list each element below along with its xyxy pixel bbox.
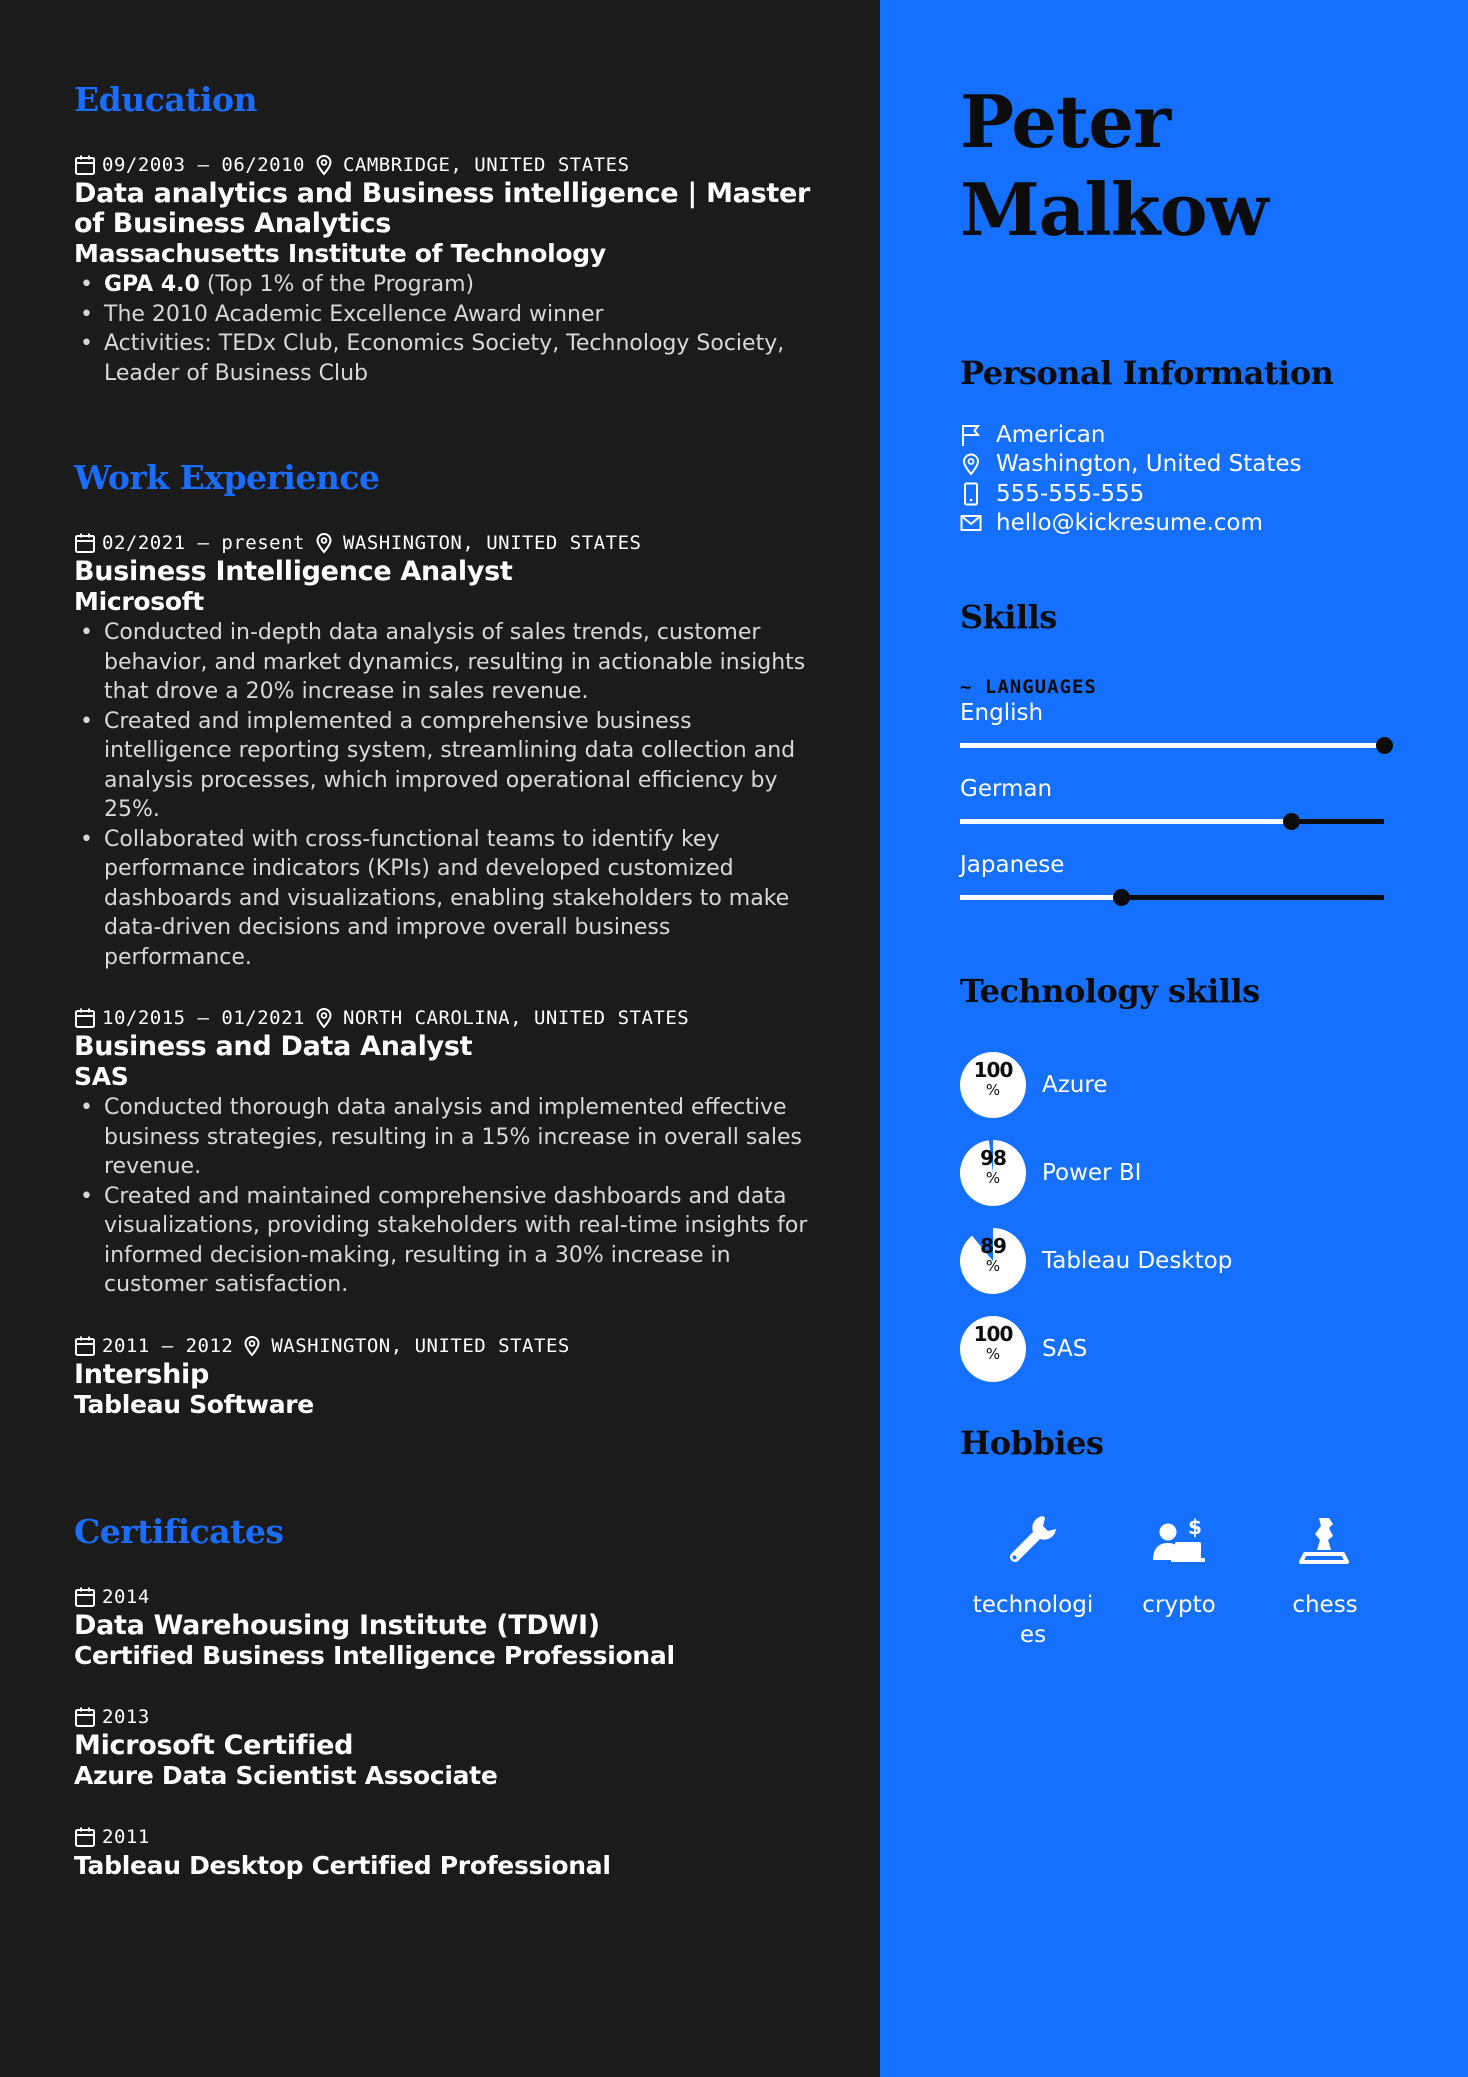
email-link[interactable]: hello@kickresume.com xyxy=(996,510,1263,537)
language-level-fill xyxy=(960,743,1384,748)
work-entry xyxy=(74,1334,824,1420)
calendar-icon xyxy=(74,1706,96,1728)
bullet-item: • Conducted in-depth data analysis of sales trends, customer behavior, and market dynamics, resulting in actionable insights that drove a 20% increase in sales revenue. xyxy=(74,618,824,707)
entry-location: NORTH CAROLINA, UNITED STATES xyxy=(342,1007,690,1029)
tech-skill-gauge xyxy=(960,1228,1026,1294)
hobby-label: crypto xyxy=(1142,1592,1216,1618)
entry-location: CAMBRIDGE, UNITED STATES xyxy=(342,154,630,176)
entry-title: Microsoft Certified xyxy=(74,1729,354,1761)
hobbies-heading: Hobbies xyxy=(960,1424,1104,1462)
language-level-bar xyxy=(960,895,1384,900)
hobbies-section xyxy=(960,1424,1408,1650)
mail-icon xyxy=(960,511,982,535)
languages-label: ~ LANGUAGES xyxy=(960,676,1097,698)
tech-skill-gauge xyxy=(960,1140,1026,1206)
gauge-percent-sign: % xyxy=(985,1169,1001,1187)
language-item xyxy=(960,774,1408,824)
calendar-icon xyxy=(74,154,96,176)
tech-skill-item xyxy=(960,1140,1408,1206)
entry-date: 2011 xyxy=(102,1825,150,1848)
certificates-section xyxy=(74,1512,824,1881)
entry-title: Tableau Desktop Certified Professional xyxy=(74,1850,611,1880)
entry-organization: Tableau Software xyxy=(74,1389,314,1419)
entry-title: Business Intelligence Analyst xyxy=(74,556,513,587)
entry-organization: SAS xyxy=(74,1062,129,1091)
entry-date: 2014 xyxy=(102,1585,150,1608)
entry-date: 10/2015 – 01/2021 xyxy=(102,1007,305,1029)
tech-skill-gauge xyxy=(960,1316,1026,1382)
entry-meta xyxy=(74,1006,824,1030)
person-name xyxy=(960,78,1408,254)
chess-pawn-icon xyxy=(1295,1512,1355,1568)
education-heading: Education xyxy=(74,80,257,119)
location-text: Washington, United States xyxy=(996,451,1302,478)
certificate-entry xyxy=(74,1705,824,1791)
language-level-knob xyxy=(1376,737,1393,754)
entry-date: 2013 xyxy=(102,1705,150,1728)
entry-date: 2011 – 2012 xyxy=(102,1334,234,1357)
language-item xyxy=(960,850,1408,900)
location-pin-icon xyxy=(315,154,333,176)
crypto-person-icon xyxy=(1149,1512,1209,1568)
hobby-item xyxy=(1106,1512,1252,1650)
entry-title: Data analytics and Business intelligence | Master of Business Analytics xyxy=(74,178,810,239)
bullet-item xyxy=(74,329,824,388)
gauge-value: 100 xyxy=(973,1058,1013,1082)
nationality-row xyxy=(960,420,1408,450)
education-entry xyxy=(74,153,824,388)
language-item xyxy=(960,698,1408,748)
personal-info-heading: Personal Information xyxy=(960,354,1334,392)
skills-section xyxy=(960,598,1408,900)
tech-skill-name: SAS xyxy=(1042,1336,1088,1362)
entry-bullets xyxy=(74,1093,824,1300)
tech-skill-name: Power BI xyxy=(1042,1160,1142,1186)
entry-subtitle: Azure Data Scientist Associate xyxy=(74,1760,498,1790)
work-section xyxy=(74,458,824,1420)
hobby-label: chess xyxy=(1292,1592,1358,1618)
bullet-item: • Collaborated with cross-functional teams to identify key performance indicators (KPIs) and developed customized dashboards and visualizations, enabling stakeholders to make data-driven decisions and improve overall business performance. xyxy=(74,825,824,973)
bullet-item: • Created and implemented a comprehensive business intelligence reporting system, streamlining data collection and analysis processes, which improved operational efficiency by 25%. xyxy=(74,707,824,825)
gauge-value: 100 xyxy=(973,1322,1013,1346)
entry-meta xyxy=(74,1825,824,1849)
gauge-percent-sign: % xyxy=(985,1257,1001,1275)
entry-location: WASHINGTON, UNITED STATES xyxy=(342,532,642,554)
phone-row xyxy=(960,479,1408,509)
gauge-value: 89 xyxy=(980,1234,1006,1258)
nationality-text: American xyxy=(996,421,1106,448)
entry-title: Data Warehousing Institute (TDWI) xyxy=(74,1609,600,1641)
entry-organization: Microsoft xyxy=(74,587,204,616)
entry-meta xyxy=(74,1585,824,1609)
work-entry xyxy=(74,531,824,972)
bullet-text: The 2010 Academic Excellence Award winner xyxy=(104,301,604,327)
bullet-text: (Top 1% of the Program) xyxy=(199,272,475,297)
entry-meta xyxy=(74,1705,824,1729)
language-level-knob xyxy=(1113,889,1130,906)
tech-skills-heading: Technology skills xyxy=(960,972,1260,1010)
gauge-percent-sign: % xyxy=(985,1345,1001,1363)
first-name: Peter xyxy=(960,79,1171,164)
work-entry xyxy=(74,1006,824,1300)
phone-text[interactable]: 555-555-555 xyxy=(996,480,1145,507)
bullet-item: • Created and maintained comprehensive dashboards and data visualizations, providing stakeholders with real-time insights for informed decision-making, resulting in a 30% increase in customer satisfaction. xyxy=(74,1182,824,1300)
bullet-item: • Conducted thorough data analysis and implemented effective business strategies, resulting in a 15% increase in overall sales revenue. xyxy=(74,1093,824,1182)
last-name: Malkow xyxy=(960,167,1268,252)
bullet-item xyxy=(74,300,824,330)
location-pin-icon xyxy=(315,1007,333,1029)
bullet-text: Activities: TEDx Club, Economics Society, Technology Society, Leader of Business Club xyxy=(104,331,785,386)
entry-bullets xyxy=(74,618,824,972)
location-pin-icon xyxy=(243,1335,261,1357)
language-level-fill xyxy=(960,895,1121,900)
flag-icon xyxy=(960,423,982,447)
calendar-icon xyxy=(74,532,96,554)
language-level-knob xyxy=(1283,813,1300,830)
personal-info-section xyxy=(960,354,1408,538)
tech-skill-gauge xyxy=(960,1052,1026,1118)
language-level-bar xyxy=(960,743,1384,748)
email-row xyxy=(960,509,1408,539)
tech-skill-item xyxy=(960,1052,1408,1118)
calendar-icon xyxy=(74,1335,96,1357)
entry-location: WASHINGTON, UNITED STATES xyxy=(271,1334,570,1357)
entry-date: 09/2003 – 06/2010 xyxy=(102,154,305,176)
entry-date: 02/2021 – present xyxy=(102,532,305,554)
calendar-icon xyxy=(74,1826,96,1848)
hobby-label: technologies xyxy=(972,1592,1094,1648)
hobby-item xyxy=(960,1512,1106,1650)
tech-skill-item xyxy=(960,1316,1408,1382)
languages-list xyxy=(960,698,1408,900)
entry-subtitle: Certified Business Intelligence Professional xyxy=(74,1640,675,1670)
tech-skill-name: Azure xyxy=(1042,1072,1108,1098)
calendar-icon xyxy=(74,1007,96,1029)
education-section xyxy=(74,80,824,388)
language-name: German xyxy=(960,776,1053,802)
skills-heading: Skills xyxy=(960,598,1057,636)
bullet-bold: GPA 4.0 xyxy=(104,272,200,297)
location-pin-icon xyxy=(960,452,982,476)
gauge-percent-sign: % xyxy=(985,1081,1001,1099)
location-pin-icon xyxy=(315,532,333,554)
certificate-entry xyxy=(74,1585,824,1671)
gauge-value: 98 xyxy=(980,1146,1006,1170)
entry-title: Intership xyxy=(74,1358,209,1390)
hobby-item xyxy=(1252,1512,1398,1650)
language-name: Japanese xyxy=(960,852,1065,878)
entry-meta xyxy=(74,153,824,177)
svg-text:$: $ xyxy=(1188,1515,1202,1539)
tech-skill-name: Tableau Desktop xyxy=(1042,1248,1233,1274)
tech-skills-section xyxy=(960,972,1408,1382)
tech-skills-list xyxy=(960,1052,1408,1382)
language-name: English xyxy=(960,700,1044,726)
entry-title: Business and Data Analyst xyxy=(74,1031,473,1062)
calendar-icon xyxy=(74,1586,96,1608)
entry-bullets xyxy=(74,270,824,388)
entry-meta xyxy=(74,1334,824,1358)
language-level-fill xyxy=(960,819,1291,824)
bullet-item xyxy=(74,270,824,300)
entry-organization: Massachusetts Institute of Technology xyxy=(74,239,606,268)
right-column xyxy=(880,0,1468,2077)
certificate-entry xyxy=(74,1825,824,1881)
phone-icon xyxy=(960,482,982,506)
language-level-bar xyxy=(960,819,1384,824)
entry-meta xyxy=(74,531,824,555)
location-row xyxy=(960,450,1408,480)
work-heading: Work Experience xyxy=(74,458,380,497)
hobbies-list xyxy=(960,1512,1408,1650)
wrench-icon xyxy=(1003,1512,1063,1568)
certificates-heading: Certificates xyxy=(74,1511,284,1551)
tech-skill-item xyxy=(960,1228,1408,1294)
